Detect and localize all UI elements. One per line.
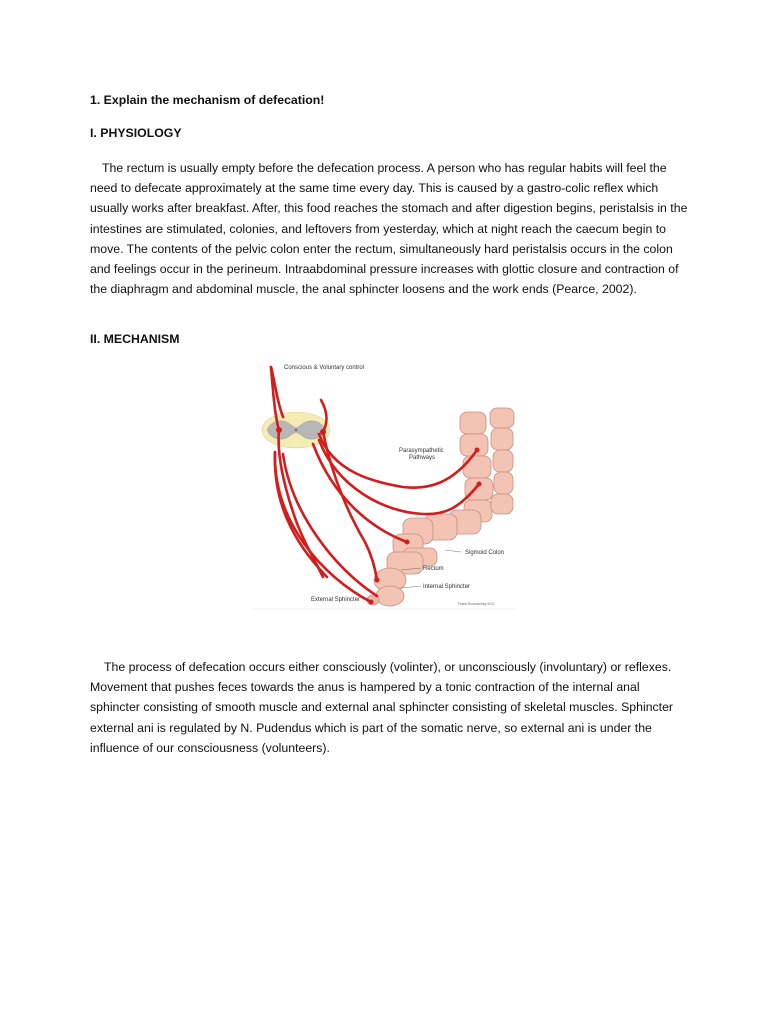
label-conscious-control: Conscious & Voluntary control [284, 365, 365, 371]
mechanism-paragraph: The process of defecation occurs either consciously (volinter), or unconsciously (involuntary) or reflexes. Movement that pushes feces towards the anus is hampered by a tonic contraction of the internal anal sphincter consisting of smooth muscle and external anal sphincter consisting of skeletal muscles. Sphincter external ani is regulated by N. Pudendus which is part of the somatic nerve, so external ani is under the influence of our consciousness (volunteers). [90, 660, 674, 755]
defecation-reflex-diagram [253, 362, 515, 610]
label-internal-sphincter: Internal Sphincter [423, 584, 471, 590]
label-rectum: Rectum [423, 566, 444, 572]
nerve-pathways [271, 367, 479, 602]
label-parasympathetic-2: Pathways [409, 455, 436, 461]
document-title: 1. Explain the mechanism of defecation! [90, 93, 325, 107]
label-external-sphincter: External Sphincter [311, 597, 361, 603]
label-sigmoid-colon: Sigmoid Colon [465, 550, 505, 556]
physiology-paragraph: The rectum is usually empty before the defecation process. A person who has regular habits will feel the need to defecate approximately at the same time every day. This is caused by a gastro-colic reflex which usually works after breakfast. After, this food reaches the stomach and after digestion begins, peristalsis in the intestines are stimulated, colonies, and leftovers from yesterday, which at night reach the caecum begin to move. The contents of the pelvic colon enter the rectum, simultaneously hard peristalsis occurs in the colon and feelings occur in the perineum. Intraabdominal pressure increases with glottic closure and contraction of the diaphragm and abdominal muscle, the anal sphincter loosens and the work ends (Pearce, 2002). [90, 161, 688, 297]
figure-credit: Frank Boumphrey M.D. [458, 602, 496, 606]
section-heading-mechanism: II. MECHANISM [90, 332, 180, 346]
label-parasympathetic-1: Parasympathetic [399, 448, 444, 454]
section-heading-physiology: I. PHYSIOLOGY [90, 126, 182, 140]
